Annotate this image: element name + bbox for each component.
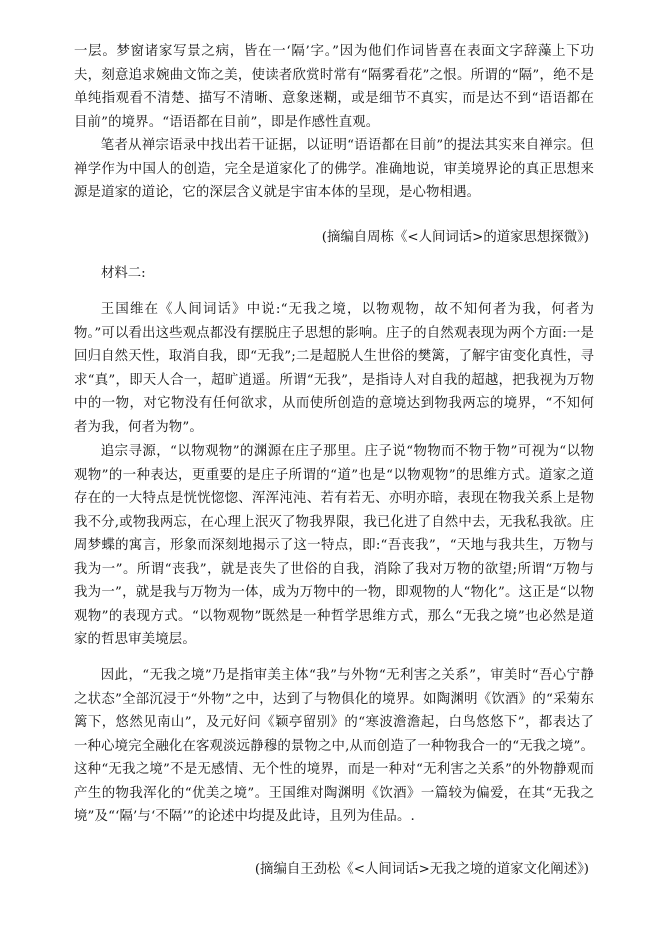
paragraph-4: 追宗寻源，“以物观物”的渊源在庄子那里。庄子说“物物而不物于物”可视为“以物观物”的一种表达，更重要的是庄子所谓的“道”也是“以物观物”的思维方式。道家之道存在的一大特点是恍恍惚惚、浑浑沌沌、若有若无、亦明亦暗，表现在物我关系上是物我不分,或物我两忘，在心理上泯灭了物我界限，我已化进了自然中去，无我私我欲。庄周梦蝶的寓言，形象而深刻地揭示了这一特点，即:“吾丧我”，“天地与我共生，万物与我为一”。所谓“丧我”，就是丧失了世俗的自我，消除了我对万物的欲望;所谓“万物与我为一”，就是我与万物为一体，成为万物中的一物，即观物的人“物化”。这正是“以物观物”的表现方式。“以物观物”既然是一种哲学思维方式，那么“无我之境”也必然是道家的哲思审美境层。	[74, 444, 594, 647]
paragraph-2: 笔者从禅宗语录中找出若干证据，以证明“语语都在目前”的提法其实来自禅宗。但禅学作为中国人的创造，完全是道家化了的佛学。准确地说，审美境界论的真正思想来源是道家的道论，它的深层含义就是宇宙本体的呈现，是心物相遇。	[74, 138, 594, 200]
paragraph-1: 一层。梦窗诸家写景之病，皆在一‘隔’字。”因为他们作词皆喜在表面文字辞藻上下功夫，刻意追求婉曲文饰之美，使读者欣赏时常有“隔雾看花”之恨。所谓的“隔”，绝不是单纯指观看不清楚、描写不清晰、意象迷糊，或是细节不真实，而是达不到“语语都在目前”的境界。“语语都在目前”，即是作感性直观。	[74, 44, 594, 130]
paragraph-3: 王国维在《人间词话》中说:“无我之境，以物观物，故不知何者为我，何者为物。”可以看出这些观点都没有摆脱庄子思想的影响。庄子的自然观表现为两个方面:一是回归自然天性，取消自我，即“无我”;二是超脱人生世俗的樊篱，了解宇宙变化真性，寻求“真”，即天人合一，超旷逍遥。所谓“无我”，是指诗人对自我的超越，把我视为万物中的一物，对它物没有任何欲求，从而使所创造的意境达到物我两忘的境界，“不知何者为我，何者为物”。	[74, 302, 594, 435]
source-citation-1: (摘编自周栋《<人间词话>的道家思想探微》)	[321, 230, 589, 245]
material-two-label: 材料二:	[101, 266, 146, 281]
source-citation-2: (摘编自王劲松《<人间词话>无我之境的道家文化阐述》)	[254, 862, 589, 877]
paragraph-5: 因此，“无我之境”乃是指审美主体“我”与外物“无利害之关系”，审美时“吾心宁静之状态”全部沉浸于“外物”之中，达到了与物俱化的境界。如陶渊明《饮酒》的“采菊东篱下，悠然见南山”，及元好问《颖亭留别》的“寒波澹澹起，白鸟悠悠下”，都表达了一种心境完全融化在客观淡远静穆的景物之中,从而创造了一种物我合一的“无我之境”。这种“无我之境”不是无感情、无个性的境界，而是一种对“无利害之关系”的外物静观而产生的物我浑化的“优美之境”。王国维对陶渊明《饮酒》一篇较为偏爱，在其“无我之境”及“‘隔’与‘不隔’”的论述中均提及此诗，且列为佳品。.	[74, 668, 594, 824]
